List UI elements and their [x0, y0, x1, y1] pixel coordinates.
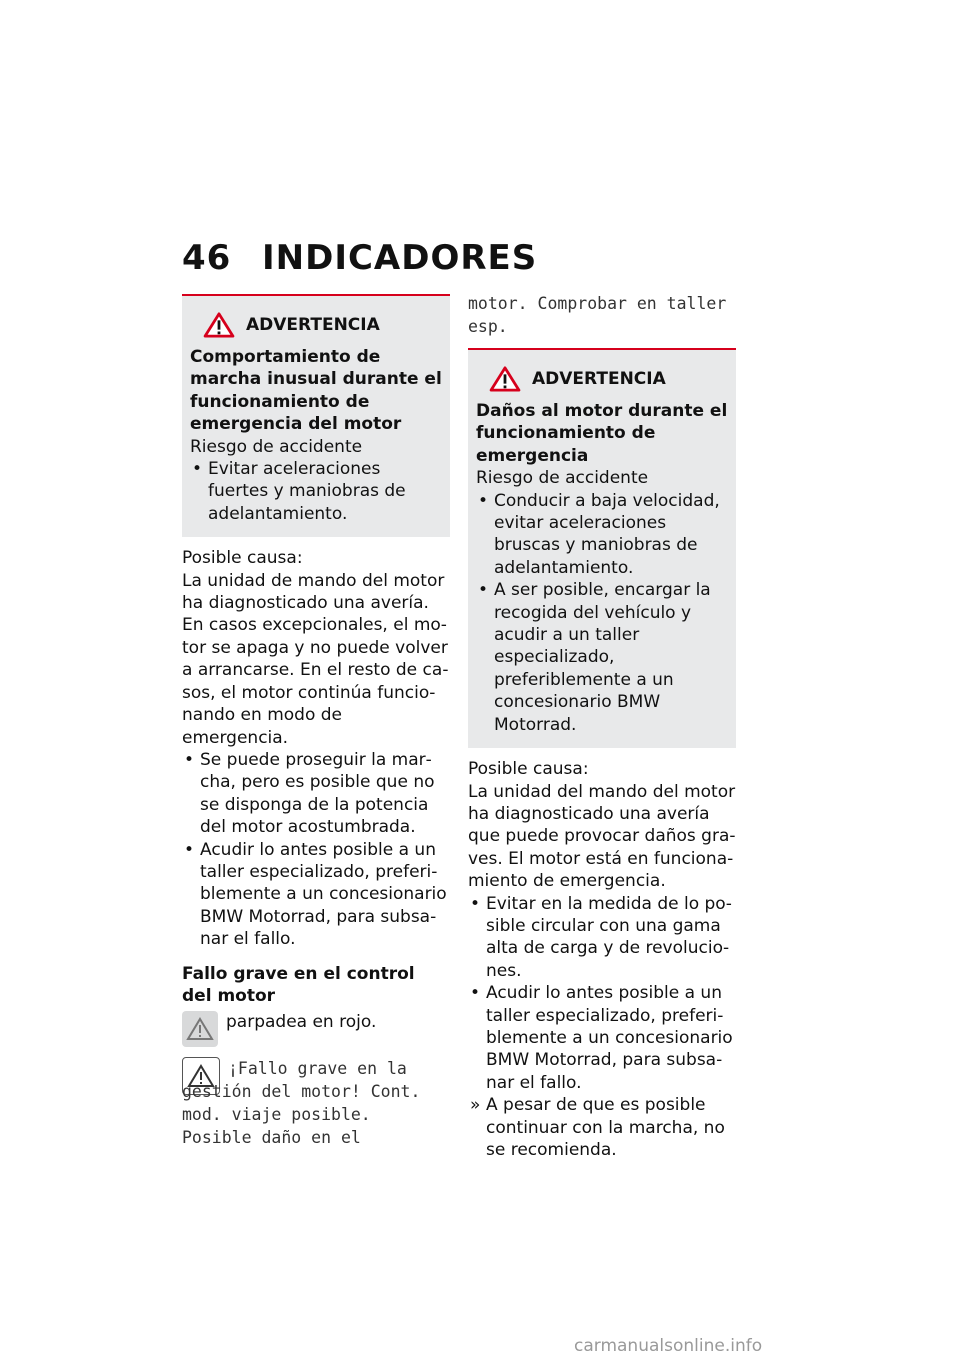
warning-box-1: [182, 294, 450, 537]
warning-title: Daños al motor durante el funcionamiento de emergencia: [476, 401, 728, 466]
column-right: [468, 292, 736, 1161]
action-bullets: [182, 749, 450, 951]
list-item: • Acudir lo antes posible a un taller especializado, preferiblemente a un concesionario BMW Motorrad, para subsanar el fallo.: [468, 982, 736, 1094]
cause-text: La unidad de mando del motor ha diagnosticado una avería. En casos excepcionales, el motor se apaga y no puede volver a arrancarse. En el resto de casos, el motor continúa funcionando en modo de emergencia.: [182, 570, 449, 748]
warning-header: [488, 366, 728, 392]
indicator-text: parpadea en rojo.: [226, 1012, 377, 1033]
warning-label: ADVERTENCIA: [532, 368, 666, 389]
list-item: • A ser posible, encargar la recogida del vehículo y acudir a un taller especializado, preferiblemente a un concesionario BMW Motorrad.: [476, 579, 728, 736]
warning-bullets: [476, 490, 728, 736]
display-message-continued: motor. Comprobar en taller esp.: [468, 294, 727, 336]
warning-triangle-icon: [186, 1017, 214, 1041]
warning-triangle-icon: [488, 366, 522, 392]
result-list: [468, 1094, 736, 1161]
result-item: » A pesar de que es posible continuar con la marcha, no se recomienda.: [468, 1094, 736, 1161]
list-item: • Acudir lo antes posible a un taller especializado, preferiblemente a un concesionario BMW Motorrad, para subsanar el fallo.: [182, 839, 450, 951]
cause-text: La unidad del mando del motor ha diagnosticado una avería que puede provocar daños graves. El motor está en funcionamiento de emergencia.: [468, 781, 736, 892]
warning-label: ADVERTENCIA: [246, 314, 380, 335]
cause-label: Posible causa:: [182, 548, 303, 569]
warning-triangle-icon: [202, 312, 236, 338]
warning-risk: Riesgo de accidente: [476, 468, 649, 489]
display-message: ¡Fallo grave en la gestión del motor! Cont. mod. viaje posible. Posible daño en el: [182, 1059, 421, 1148]
action-bullets: [468, 893, 736, 1095]
warning-lamp-icon: [182, 1011, 218, 1047]
page-header: [182, 238, 537, 278]
indicator-row: [182, 1011, 450, 1047]
watermark: carmanualsonline.info: [574, 1336, 763, 1356]
list-item: • Evitar aceleraciones fuertes y maniobras de adelantamiento.: [190, 458, 442, 525]
cause-label: Posible causa:: [468, 759, 589, 780]
warning-header: [202, 312, 442, 338]
warning-risk: Riesgo de accidente: [190, 436, 363, 457]
warning-box-2: [468, 348, 736, 748]
column-left: [182, 294, 450, 1149]
list-item: • Evitar en la medida de lo posible circular con una gama alta de carga y de revoluciones.: [468, 893, 736, 983]
list-item: • Se puede proseguir la marcha, pero es posible que no se disponga de la potencia del motor acostumbrada.: [182, 749, 450, 839]
page-number: 46: [182, 238, 232, 278]
section-subheading: Fallo grave en el control del motor: [182, 963, 415, 1006]
list-item: • Conducir a baja velocidad, evitar aceleraciones bruscas y maniobras de adelantamiento.: [476, 490, 728, 580]
warning-title: Comportamiento de marcha inusual durante el funcionamiento de emergencia del motor: [190, 347, 442, 435]
chapter-title: INDICADORES: [262, 238, 538, 278]
warning-bullets: [190, 458, 442, 525]
